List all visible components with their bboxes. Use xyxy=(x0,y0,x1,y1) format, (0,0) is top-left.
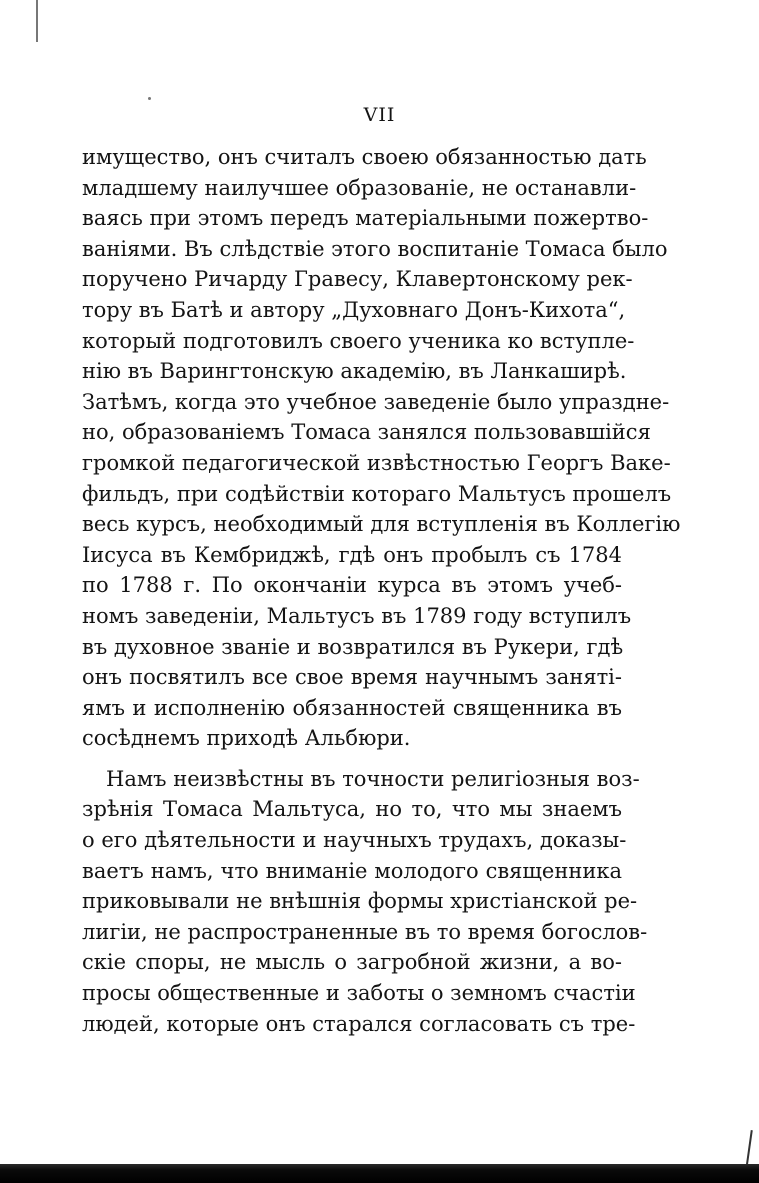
text-line: ямъ и исполненію обязанностей священника въ xyxy=(82,695,622,720)
text-line: скіе споры, не мысль о загробной жизни, а во- xyxy=(82,950,622,975)
text-line: по 1788 г. По окончаніи курса въ этомъ учеб- xyxy=(82,573,622,598)
text-line: но, образованіемъ Томаса занялся пользовавшійся xyxy=(82,420,651,445)
text-line: Затѣмъ, когда это учебное заведеніе было упраздне- xyxy=(82,389,670,414)
paragraph-gap xyxy=(82,754,622,764)
text-line: въ духовное званіе и возвратился въ Рукери, гдѣ xyxy=(82,634,624,659)
paragraph-1 xyxy=(82,142,681,754)
body-text xyxy=(82,142,681,1039)
text-line: фильдъ, при содѣйствіи котораго Мальтусъ прошелъ xyxy=(82,481,672,506)
scan-artifact-top xyxy=(36,0,38,42)
text-line: онъ посвятилъ все свое время научнымъ заняті- xyxy=(82,665,622,690)
text-line: тору въ Батѣ и автору „Духовнаго Донъ-Кихота“, xyxy=(82,297,626,322)
text-line: о его дѣятельности и научныхъ трудахъ, доказы- xyxy=(82,828,627,853)
text-line: нію въ Варингтонскую академію, въ Ланкаширѣ. xyxy=(82,359,627,384)
text-line: сосѣднемъ приходѣ Альбюри. xyxy=(82,726,411,751)
scan-speck xyxy=(148,97,151,100)
text-line: лигіи, не распространенные въ то время богослов- xyxy=(82,919,648,944)
text-line: ваетъ намъ, что вниманіе молодого священника xyxy=(82,858,622,883)
page-number: VII xyxy=(363,104,396,126)
text-line: ваясь при этомъ передъ матеріальными пожертво- xyxy=(82,206,649,231)
paragraph-2 xyxy=(82,764,648,1039)
text-line: ваніями. Въ слѣдствіе этого воспитаніе Томаса было xyxy=(82,236,668,261)
text-line: имущество, онъ считалъ своею обязанностью дать xyxy=(82,145,647,169)
text-line: младшему наилучшее образованіе, не останавли- xyxy=(82,175,637,200)
text-line: поручено Ричарду Гравесу, Клавертонскому рек- xyxy=(82,267,633,292)
page-bottom-edge xyxy=(0,1164,759,1183)
text-line: весь курсъ, необходимый для вступленія въ Коллегію xyxy=(82,512,681,537)
text-line: номъ заведеніи, Мальтусъ въ 1789 году вступилъ xyxy=(82,603,632,628)
text-line: Намъ неизвѣстны въ точности религіозныя воз- xyxy=(106,766,640,791)
text-line: который подготовилъ своего ученика ко вступле- xyxy=(82,328,635,353)
text-line: Іисуса въ Кембриджѣ, гдѣ онъ пробылъ съ 1784 xyxy=(82,542,622,567)
text-line: зрѣнія Томаса Мальтуса, но то, что мы знаемъ xyxy=(82,797,622,822)
text-line: приковывали не внѣшнія формы христіанской ре- xyxy=(82,889,638,914)
text-line: громкой педагогической извѣстностью Георгъ Ваке- xyxy=(82,450,671,475)
text-line: просы общественные и заботы о земномъ счастіи xyxy=(82,981,636,1006)
text-line: людей, которые онъ старался согласовать съ тре- xyxy=(82,1011,636,1036)
